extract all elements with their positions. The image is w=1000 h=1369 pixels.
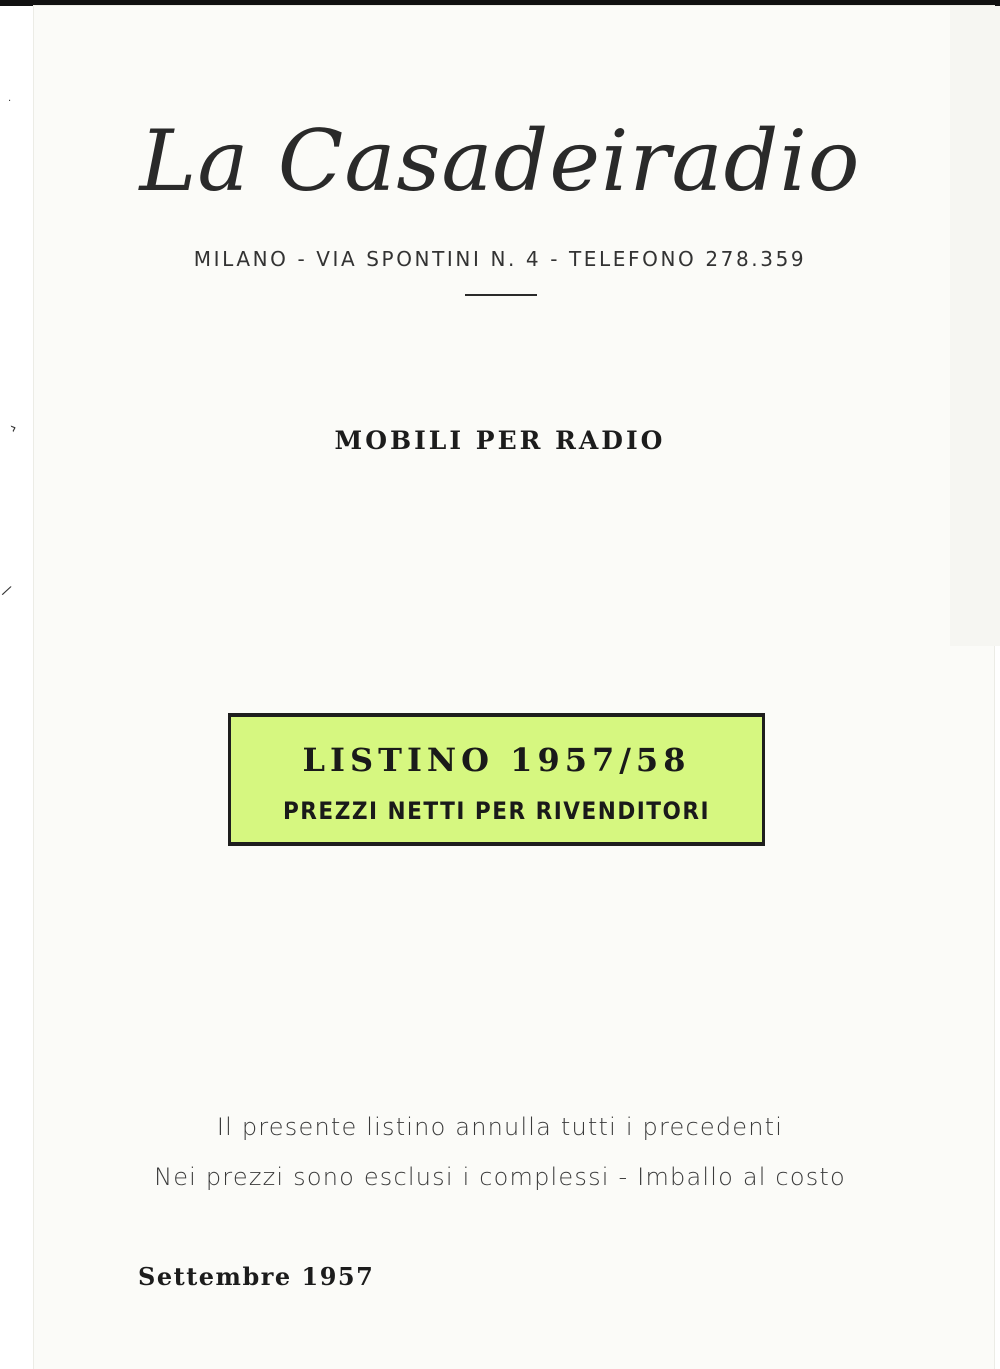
document-date: Settembre 1957 bbox=[138, 1262, 375, 1291]
price-list-title: LISTINO 1957/58 bbox=[302, 741, 691, 779]
note-line-2: Nei prezzi sono esclusi i complessi - Imballo al costo bbox=[154, 1163, 846, 1191]
company-address: MILANO - VIA SPONTINI N. 4 - TELEFONO 278.359 bbox=[193, 247, 807, 271]
scan-speck: › bbox=[6, 417, 20, 438]
note-line-1: Il presente listino annulla tutti i precedenti bbox=[216, 1113, 784, 1141]
document-subtitle: MOBILI PER RADIO bbox=[334, 426, 666, 455]
scan-speck: / bbox=[0, 582, 13, 600]
company-name: La Casadeiradio bbox=[139, 112, 861, 210]
paper-edge-shadow bbox=[950, 6, 1000, 646]
scan-speck: · bbox=[8, 96, 12, 107]
price-list-subtitle: PREZZI NETTI PER RIVENDITORI bbox=[282, 797, 711, 825]
price-list-box bbox=[228, 713, 765, 846]
divider-rule bbox=[465, 294, 537, 296]
